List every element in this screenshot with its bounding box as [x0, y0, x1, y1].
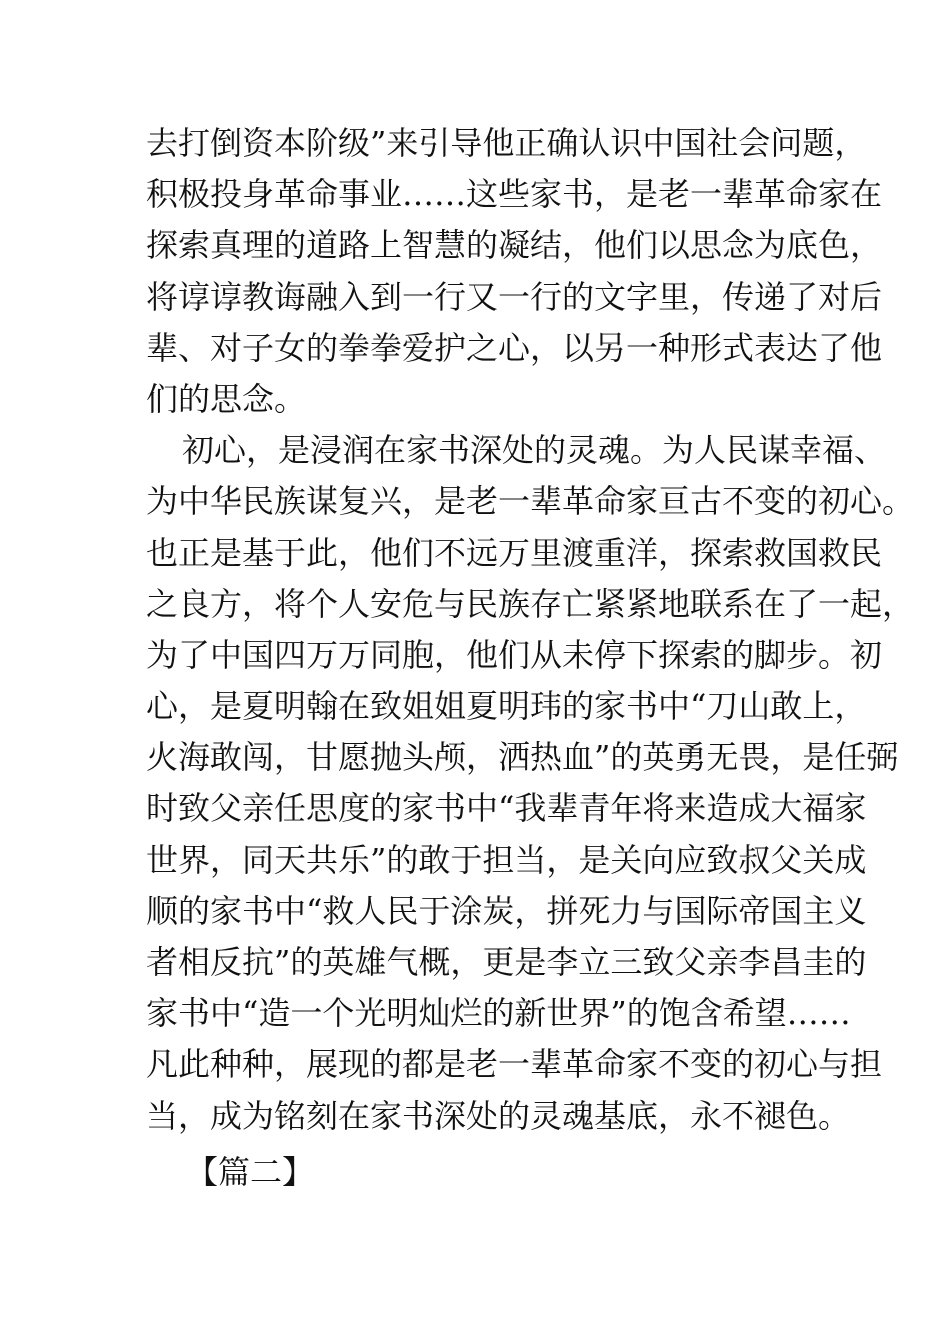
text-line: 为中华民族谋复兴，是老一辈革命家亘古不变的初心。: [146, 482, 915, 521]
paragraph-2: [146, 425, 915, 1142]
text-line: 顺的家书中“救人民于涂炭，拼死力与国际帝国主义: [146, 891, 867, 930]
text-line: 去打倒资本阶级”来引导他正确认识中国社会问题，: [146, 124, 867, 162]
text-line: 凡此种种，展现的都是老一辈革命家不变的初心与担: [146, 1045, 883, 1084]
text-line: 者相反抗”的英雄气概，更是李立三致父亲李昌圭的: [146, 943, 867, 981]
text-line: 辈、对子女的拳拳爱护之心，以另一种形式表达了他: [146, 328, 883, 367]
text-line: 初心，是浸润在家书深处的灵魂。为人民谋幸福、: [182, 431, 887, 470]
text-line: 也正是基于此，他们不远万里渡重洋，探索救国救民: [146, 533, 883, 572]
text-line: 将谆谆教诲融入到一行又一行的文字里，传递了对后: [146, 277, 883, 316]
section-heading: 【篇二】: [186, 1152, 315, 1191]
text-line: 当，成为铭刻在家书深处的灵魂基底，永不褪色。: [146, 1096, 851, 1135]
text-line: 家书中“造一个光明灿烂的新世界”的饱含希望……: [146, 994, 851, 1033]
text-line: 之良方，将个人安危与民族存亡紧紧地联系在了一起，: [146, 584, 915, 623]
text-line: 心，是夏明翰在致姐姐夏明玮的家书中“刀山敢上，: [146, 687, 867, 726]
text-line: 们的思念。: [146, 379, 307, 418]
text-line: 为了中国四万万同胞，他们从未停下探索的脚步。初: [146, 635, 883, 674]
text-line: 世界，同天共乐”的敢于担当，是关向应致叔父关成: [146, 840, 867, 879]
text-line: 积极投身革命事业……这些家书，是老一辈革命家在: [146, 175, 883, 214]
text-line: 探索真理的道路上智慧的凝结，他们以思念为底色，: [146, 226, 883, 265]
body-text: [146, 118, 915, 1198]
text-line: 时致父亲任思度的家书中“我辈青年将来造成大福家: [146, 789, 867, 828]
paragraph-1: [146, 118, 883, 425]
text-line: 火海敢闯，甘愿抛头颅，洒热血”的英勇无畏，是任弼: [146, 738, 899, 777]
